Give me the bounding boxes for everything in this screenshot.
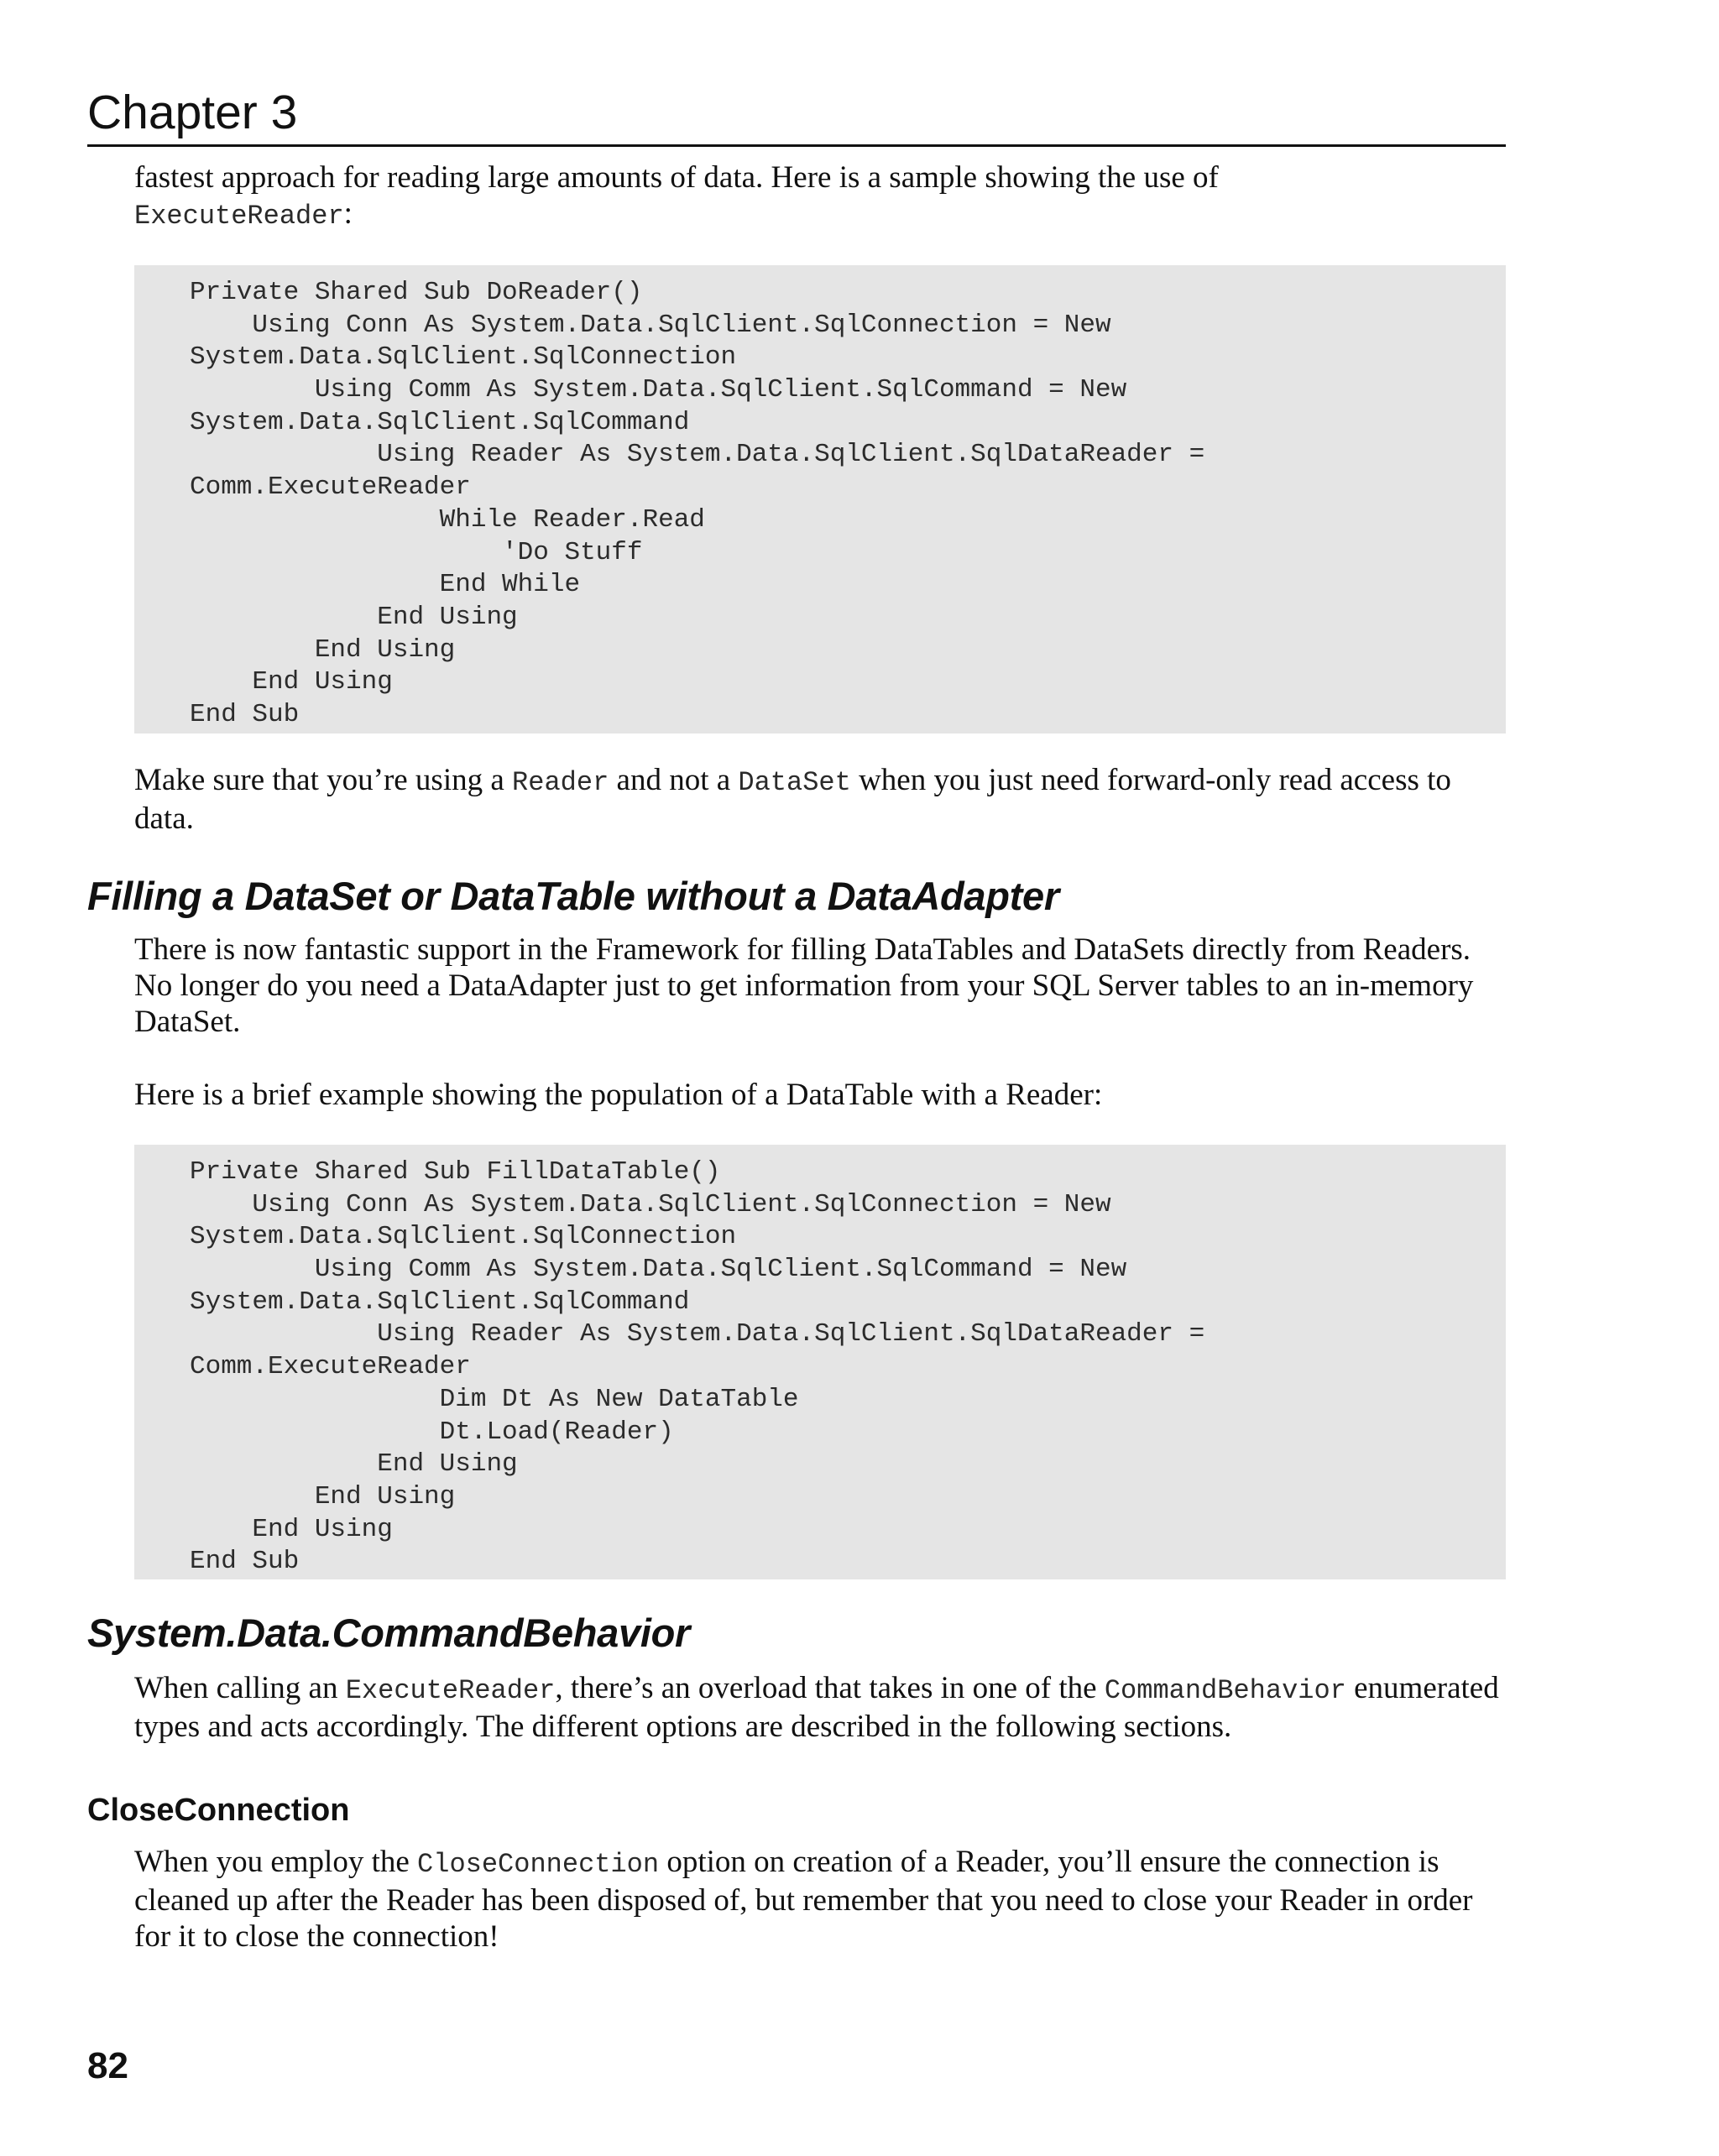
code-line: Using Reader As System.Data.SqlClient.SqlDataReader = [190, 440, 1205, 470]
note-text-1: Make sure that you’re using a [134, 763, 513, 797]
code-line: End Using [190, 1514, 393, 1544]
code-line: System.Data.SqlClient.SqlCommand [190, 1287, 690, 1317]
note-paragraph [134, 762, 1506, 837]
section2-text-2: , there’s an overload that takes in one of the [555, 1671, 1105, 1705]
code-line: Comm.ExecuteReader [190, 1352, 471, 1382]
section2-paragraph [134, 1670, 1506, 1745]
section2-text-3: enumerated types and acts accordingly. The different options are described in the following sections. [134, 1671, 1499, 1744]
code-line: End Using [190, 602, 518, 632]
section1-para2-text: Here is a brief example showing the population of a DataTable with a Reader: [134, 1078, 1103, 1112]
code-line: System.Data.SqlClient.SqlConnection [190, 1222, 737, 1252]
code-line: Dt.Load(Reader) [190, 1417, 674, 1447]
note-text-3: when you just need forward-only read access to data. [134, 763, 1451, 836]
section1-para1-text: There is now fantastic support in the Framework for filling DataTables and DataSets directly from Readers. No longer do you need a DataAdapter just to get information from your SQL Server tables to an in-memory DataSet. [134, 932, 1474, 1039]
chapter-header [87, 82, 1506, 147]
code-line: Private Shared Sub FillDataTable() [190, 1157, 721, 1187]
section3-paragraph [134, 1844, 1506, 1955]
code-line: Using Comm As System.Data.SqlClient.SqlCommand = New [190, 1255, 1127, 1285]
intro-paragraph [134, 159, 1506, 234]
code-line: End Using [190, 667, 393, 697]
page-number: 82 [87, 2045, 128, 2086]
code-block-filldatatable [134, 1145, 1506, 1579]
intro-text: fastest approach for reading large amounts of data. Here is a sample showing the use of [134, 160, 1219, 195]
code-line: End Using [190, 1449, 518, 1480]
code-line: Comm.ExecuteReader [190, 472, 471, 503]
section2-text-1: When calling an [134, 1671, 346, 1705]
code-line: End Using [190, 634, 456, 665]
code-line: While Reader.Read [190, 504, 705, 535]
code-line: End While [190, 570, 581, 600]
note-text-2: and not a [609, 763, 739, 797]
code-block-doreader [134, 265, 1506, 733]
section1-paragraph-1 [134, 932, 1506, 1040]
section-heading-commandbehavior: System.Data.CommandBehavior [87, 1610, 691, 1655]
code-line: 'Do Stuff [190, 537, 643, 567]
section3-code-closeconnection: CloseConnection [417, 1849, 660, 1880]
intro-code-term: ExecuteReader [134, 201, 344, 232]
code-line: Using Reader As System.Data.SqlClient.SqlDataReader = [190, 1319, 1205, 1349]
note-code-dataset: DataSet [738, 767, 851, 798]
note-code-reader: Reader [512, 767, 609, 798]
code-line: End Sub [190, 699, 300, 729]
code-line: Using Conn As System.Data.SqlClient.SqlConnection = New [190, 1189, 1111, 1219]
code-line: System.Data.SqlClient.SqlConnection [190, 342, 737, 373]
code-line: Using Conn As System.Data.SqlClient.SqlConnection = New [190, 310, 1111, 340]
section2-code-commandbehavior: CommandBehavior [1104, 1675, 1346, 1706]
subsection-heading-closeconnection: CloseConnection [87, 1793, 350, 1828]
code-line: Dim Dt As New DataTable [190, 1384, 799, 1414]
section2-code-executereader: ExecuteReader [345, 1675, 556, 1706]
code-line: System.Data.SqlClient.SqlCommand [190, 407, 690, 437]
section1-paragraph-2 [134, 1077, 1506, 1113]
section3-text-1: When you employ the [134, 1845, 418, 1879]
intro-suffix: : [343, 196, 353, 231]
code-line: End Using [190, 1481, 456, 1511]
chapter-title: Chapter 3 [87, 86, 298, 139]
code-line: Using Comm As System.Data.SqlClient.SqlCommand = New [190, 375, 1127, 405]
section3-text-2: option on creation of a Reader, you’ll ensure the connection is cleaned up after the Reader has been disposed of, but remember that you need to close your Reader in order for it to close the connection! [134, 1845, 1473, 1954]
section-heading-filling-dataset: Filling a DataSet or DataTable without a DataAdapter [87, 874, 1059, 918]
code-line: End Sub [190, 1547, 300, 1577]
code-line: Private Shared Sub DoReader() [190, 278, 643, 307]
